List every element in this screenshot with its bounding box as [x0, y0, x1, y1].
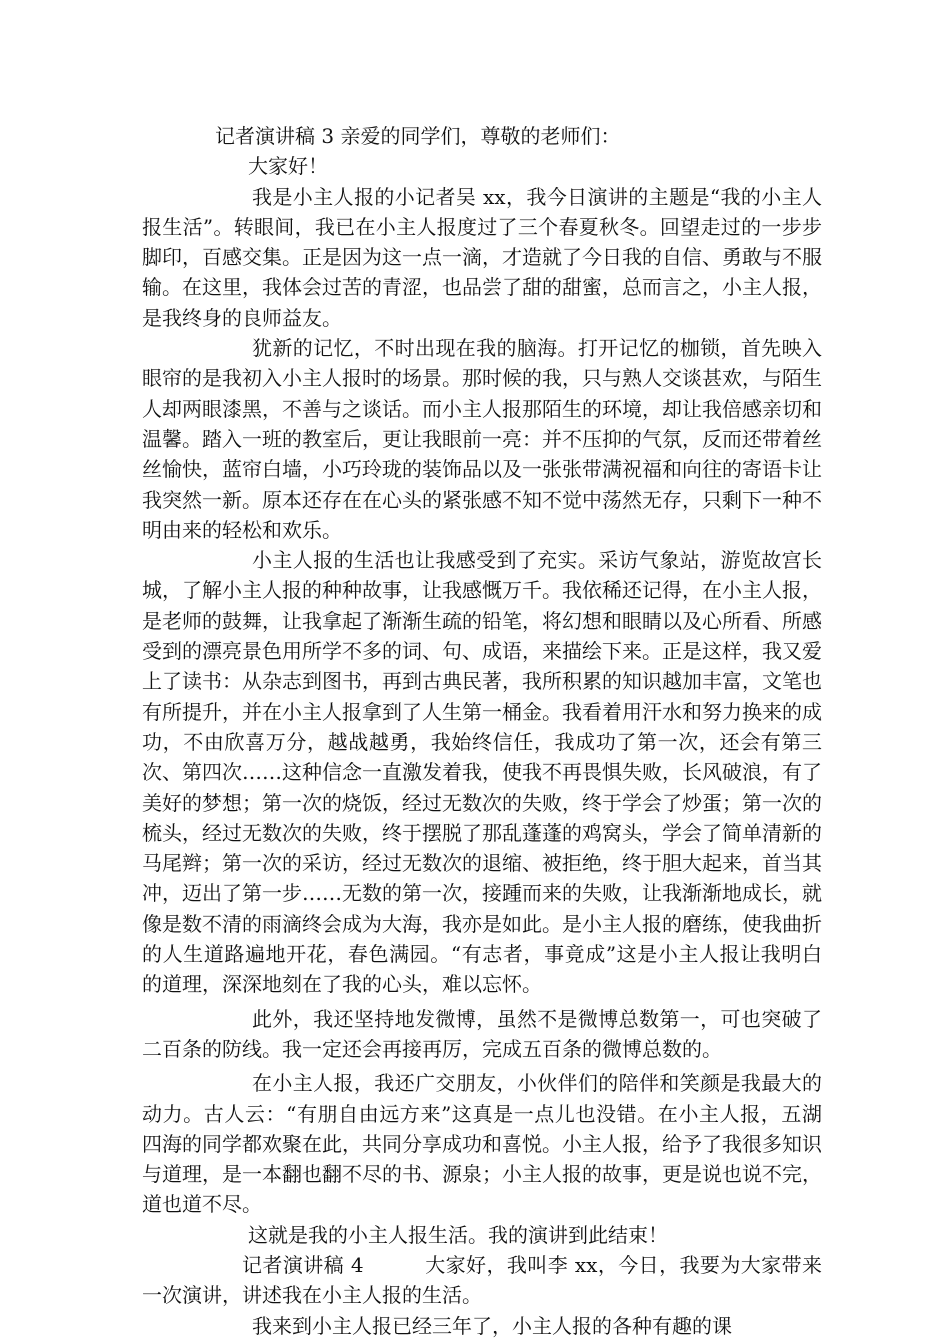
speech-4-body-paragraph: 我来到小主人报已经三年了，小主人报的各种有趣的课 — [252, 1313, 732, 1338]
closing-paragraph: 这就是我的小主人报生活。我的演讲到此结束！ — [248, 1222, 668, 1247]
body-paragraph-friends: 在小主人报，我还广交朋友，小伙伴们的陪伴和笑颜是我最大的动力。古人云：“有朋自由远方来”这真是一点儿也没错。在小主人报，五湖四海的同学都欢聚在此，共同分享成功和喜悦。小主人报，给予了我很多知识与道理，是一本翻也翻不尽的书、源泉；小主人报的故事，更是说也说不完，道也道不尽。 — [142, 1071, 822, 1217]
document-body — [142, 121, 822, 1341]
greeting-paragraph: 大家好！ — [248, 154, 328, 179]
speech-3-title-line: 记者演讲稿 3 亲爱的同学们，尊敬的老师们： — [215, 124, 621, 148]
body-paragraph-fulfilling-life: 小主人报的生活也让我感受到了充实。采访气象站，游览故宫长城，了解小主人报的种种故事，让我感慨万千。我依稀还记得，在小主人报，是老师的鼓舞，让我拿起了渐渐生疏的铅笔，将幻想和眼睛以及心所看、所感受到的漂亮景色用所学不多的词、句、成语，来描绘下来。正是这样，我又爱上了读书：从杂志到图书，再到古典民著，我所积累的知识越加丰富，文笔也有所提升，并在小主人报拿到了人生第一桶金。我看着用汗水和努力换来的成功，不由欣喜万分，越战越勇，我始终信任，我成功了第一次，还会有第三次、第四次……这种信念一直激发着我，使我不再畏惧失败，长风破浪，有了美好的梦想；第一次的烧饭，经过无数次的失败，终于学会了炒蛋；第一次的梳头，经过无数次的失败，终于摆脱了那乱蓬蓬的鸡窝头，学会了简单清新的马尾辫；第一次的采访，经过无数次的退缩、被拒绝，终于胆大起来，首当其冲，迈出了第一步……无数的第一次，接踵而来的失败，让我渐渐地成长，就像是数不清的雨滴终会成为大海，我亦是如此。是小主人报的磨练，使我曲折的人生道路遍地开花，春色满园。“有志者，事竟成”这是小主人报让我明白的道理，深深地刻在了我的心头，难以忘怀。 — [142, 548, 822, 997]
speech-4-opening-paragraph: 记者演讲稿 4 大家好，我叫李 xx，今日，我要为大家带来一次演讲，讲述我在小主人报的生活。 — [142, 1252, 822, 1308]
body-paragraph-memory: 犹新的记忆，不时出现在我的脑海。打开记忆的枷锁，首先映入眼帘的是我初入小主人报时的场景。那时候的我，只与熟人交谈甚欢，与陌生人却两眼漆黑，不善与之谈话。而小主人报那陌生的环境，却让我倍感亲切和温馨。踏入一班的教室后，更让我眼前一亮：并不压抑的气氛，反而还带着丝丝愉快，蓝帘白墙，小巧玲珑的装饰品以及一张张带满祝福和向往的寄语卡让我突然一新。原本还存在在心头的紧张感不知不觉中荡然无存，只剩下一种不明由来的轻松和欢乐。 — [142, 336, 822, 542]
body-paragraph-intro: 我是小主人报的小记者吴 xx，我今日演讲的主题是“我的小主人报生活”。转眼间，我已在小主人报度过了三个春夏秋冬。回望走过的一步步脚印，百感交集。正是因为这一点一滴，才造就了今日我的自信、勇敢与不服输。在这里，我体会过苦的青涩，也品尝了甜的甜蜜，总而言之，小主人报，是我终身的良师益友。 — [142, 184, 822, 330]
body-paragraph-weibo: 此外，我还坚持地发微博，虽然不是微博总数第一，可也突破了二百条的防线。我一定还会再接再厉，完成五百条的微博总数的。 — [142, 1006, 822, 1061]
